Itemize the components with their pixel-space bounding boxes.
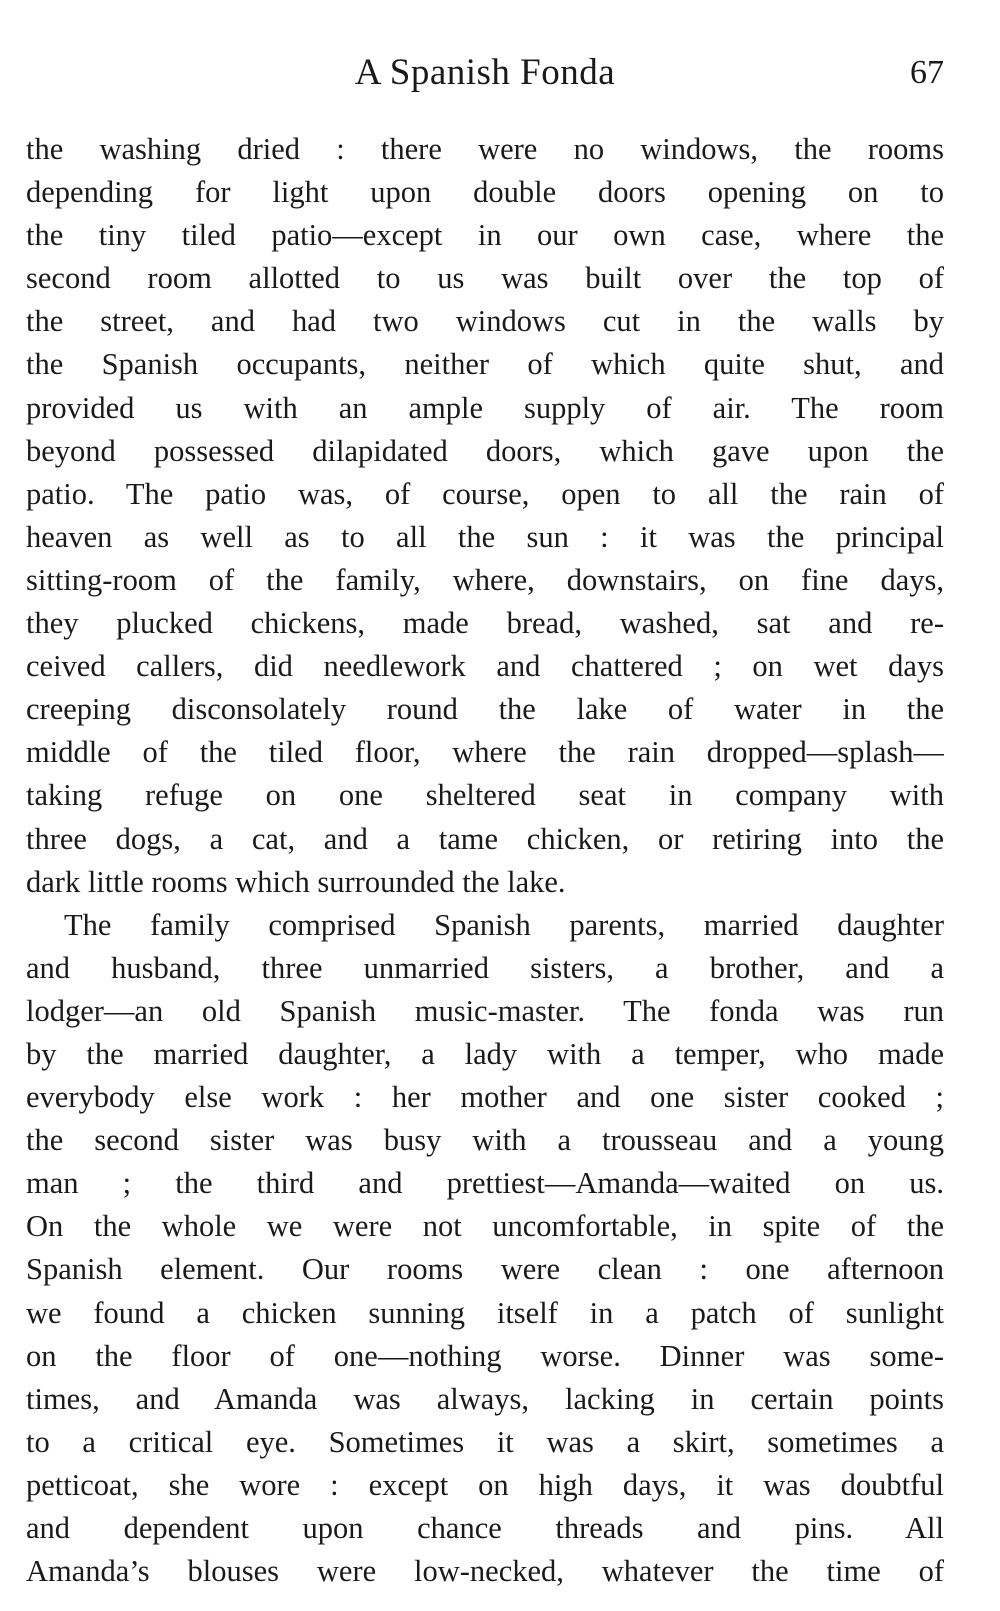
running-title: A Spanish Fonda: [354, 52, 616, 93]
text-line: three dogs, a cat, and a tame chicken, or retiring into the: [26, 821, 944, 856]
text-line: the street, and had two windows cut in the walls by: [26, 304, 944, 339]
text-line: man ; the third and prettiest—Amanda—waited on us.: [26, 1166, 944, 1201]
body-text: [26, 128, 944, 1593]
text-line: heaven as well as to all the sun : it was the principal: [26, 519, 944, 554]
text-line: the second sister was busy with a trousseau and a young: [26, 1123, 944, 1158]
text-line: Amanda’s blouses were low-necked, whatever the time of: [26, 1554, 944, 1589]
text-line: patio. The patio was, of course, open to all the rain of: [26, 476, 944, 511]
paragraph: [26, 128, 944, 904]
text-line: creeping disconsolately round the lake of water in the: [26, 692, 944, 727]
text-line: petticoat, she wore : except on high days, it was doubtful: [26, 1467, 944, 1502]
page-header: [26, 48, 944, 98]
text-line: The family comprised Spanish parents, married daughter: [64, 907, 944, 942]
text-line: and dependent upon chance threads and pins. All: [26, 1511, 944, 1545]
text-line: beyond possessed dilapidated doors, which gave upon the: [26, 433, 944, 468]
text-line: the Spanish occupants, neither of which quite shut, and: [26, 347, 944, 382]
text-line: sitting-room of the family, where, downstairs, on fine days,: [26, 562, 944, 597]
text-line: second room allotted to us was built over the top of: [26, 261, 944, 296]
text-line: provided us with an ample supply of air. The room: [26, 390, 944, 425]
text-line: by the married daughter, a lady with a temper, who made: [26, 1036, 944, 1071]
text-line: the tiny tiled patio—except in our own case, where the: [26, 218, 944, 253]
page-number: 67: [910, 54, 944, 91]
text-line: everybody else work : her mother and one sister cooked ;: [26, 1080, 944, 1115]
text-line: and husband, three unmarried sisters, a brother, and a: [26, 950, 944, 985]
text-line: the washing dried : there were no windows, the rooms: [26, 132, 944, 166]
text-line: Spanish element. Our rooms were clean : one afternoon: [26, 1252, 944, 1287]
text-line: we found a chicken sunning itself in a patch of sunlight: [26, 1295, 944, 1330]
paragraph: [26, 904, 944, 1594]
text-line: they plucked chickens, made bread, washed, sat and re-: [26, 606, 944, 641]
text-line: times, and Amanda was always, lacking in certain points: [26, 1381, 944, 1416]
text-line: depending for light upon double doors opening on to: [26, 175, 944, 210]
text-line: ceived callers, did needlework and chattered ; on wet days: [26, 649, 944, 684]
text-line: middle of the tiled floor, where the rain dropped—splash—: [26, 735, 944, 770]
text-line: on the floor of one—nothing worse. Dinner was some-: [26, 1338, 944, 1373]
text-line: taking refuge on one sheltered seat in company with: [26, 778, 944, 813]
text-line: lodger—an old Spanish music-master. The fonda was run: [26, 993, 944, 1028]
text-line: dark little rooms which surrounded the lake.: [26, 864, 566, 899]
text-line: to a critical eye. Sometimes it was a skirt, sometimes a: [26, 1424, 944, 1459]
text-line: On the whole we were not uncomfortable, in spite of the: [26, 1209, 944, 1244]
